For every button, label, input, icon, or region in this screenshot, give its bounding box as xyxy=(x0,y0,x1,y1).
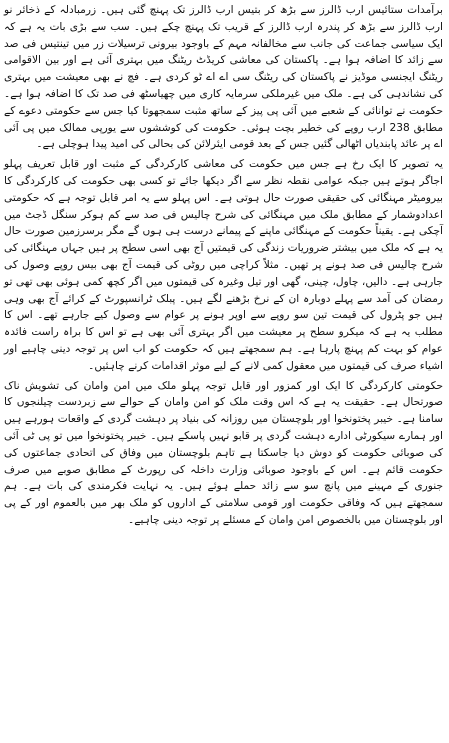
paragraph-law-and-order: حکومتی کارکردگی کا ایک اور کمزور اور قابل توجہ پہلو ملک میں امن وامان کی تشویش ناک صورتحال ہے۔ حقیقت یہ ہے کہ اس وقت ملک کو امن وامان کے حوالے سے زبردست چیلنجوں کا سامنا ہے۔ خیبر پختونخوا اور بلوچستان میں روزانہ کی بنیاد پر دہشت گردی کے واقعات ہورہے ہیں اور ہمارے سیکورٹی ادارے دہشت گردی پر قابو نہیں پاسکے ہیں۔ خیبر پختونخوا میں تو پی ٹی آئی کی صوبائی حکومت کو دوش دیا جاسکتا ہے تاہم بلوچستان میں وفاق کی اتحادی جماعتوں کی حکومت قائم ہے۔ اس کے باوجود صوبائی وزارت داخلہ کی رپورٹ کے مطابق صوبے میں صرف جنوری کے مہینے میں پانچ سو سے زائد حملے ہوئے ہیں۔ یہ نہایت فکرمندی کی بات ہے۔ ہم سمجھتے ہیں کہ وفاقی حکومت اور قومی سلامتی کے اداروں کو ملک بھر میں بالعموم اور کے پی اور بلوچستان میں بالخصوص امن وامان کے مسئلے پر توجہ دینی چاہیے۔ xyxy=(4,379,443,526)
paragraph-economy: برآمدات ستائیس ارب ڈالرز سے بڑھ کر بتیس ارب ڈالرز تک پہنچ گئی ہیں۔ زرمبادلہ کے ذخائر نو ارب ڈالرز سے بڑھ کر پندرہ ارب ڈالرز کے قریب تک پہنچ چکے ہیں۔ سب سے بڑی بات یہ ہے کہ ایک سیاسی جماعت کی جانب سے مخالفانہ مہم کے باوجود بیرونی ترسیلات زر میں تینتیس فی صد سے زائد کا اضافہ ہوا ہے۔ پاکستان کی معاشی کریڈٹ ریٹنگ میں بہتری آئی ہے اور بین الاقوامی ریٹنگ ایجنسی موڈیز نے پاکستان کی ریٹنگ سی اے اے ٹو کردی ہے۔ فچ نے بھی معیشت میں بہتری کی نشاندہی کی ہے۔ ملک میں غیرملکی سرمایہ کاری میں چھیاسٹھ فی صد تک کا اضافہ ہوا ہے۔ حکومت نے توانائی کے شعبے میں آئی پی پیز کے ساتھ مثبت سمجھوتا کیا جس سے حکومتی دعوے کے مطابق 238 ارب روپے کی خطیر بچت ہوئی۔ حکومت کی کوششوں سے یورپی ممالک میں پی آئی اے پر عائد پابندیاں اٹھالی گئیں جس کے بعد قومی ایئرلائن کی بحالی کی امید پیدا ہوچلی ہے۔ xyxy=(4,4,443,151)
paragraph-inflation: یہ تصویر کا ایک رخ ہے جس میں حکومت کی معاشی کارکردگی کے مثبت اور قابل تعریف پہلو اجاگر ہوتے ہیں جبکہ عوامی نقطہ نظر سے اگر دیکھا جائے تو کسی بھی حکومت کی کارکردگی کا بیرومیٹر مہنگائی کی حقیقی صورت حال ہوتی ہے۔ اس پہلو سے یہ امر قابل توجہ ہے کہ حکومتی اعدادوشمار کے مطابق ملک میں مہنگائی کی شرح چالیس فی صد سے کم ہوکر سنگل ڈجٹ میں آچکی ہے۔ یقیناً حکومت کے مہنگائی ماپنے کے پیمانے درست ہی ہوں گے مگر برسرزمین صورت حال یہ ہے کہ ملک میں بیشتر ضروریات زندگی کی قیمتیں آج بھی اسی سطح پر ہیں جہاں مہنگائی کی شرح چالیس فی صد ہونے پر تھیں۔ مثلاً کراچی میں روٹی کی قیمت آج بھی بیس روپے وصول کی جارہی ہے۔ دالیں، چاول، چینی، گھی اور تیل وغیرہ کی قیمتوں میں اگر کچھ کمی ہوئی بھی تھی تو رمضان کی آمد سے پہلے دوبارہ ان کے نرخ بڑھنے لگے ہیں۔ پبلک ٹرانسپورٹ کے کرائے آج بھی وہی ہیں جو پٹرول کی قیمت تین سو روپے سے اوپر ہونے پر عوام سے وصول کیے جارہے تھے۔ اس کا مطلب یہ ہے کہ میکرو سطح پر معیشت میں اگر بہتری آئی بھی ہے تو اس کا براہ راست فائدہ عوام کو بہت کم پہنچ پارہا ہے۔ ہم سمجھتے ہیں کہ حکومت کو اب اس پر توجہ دینی چاہیے اور اشیاء صرف کی قیمتوں میں معقول کمی لانے کے لیے موثر اقدامات کرنے چاہئیں۔ xyxy=(4,158,443,372)
